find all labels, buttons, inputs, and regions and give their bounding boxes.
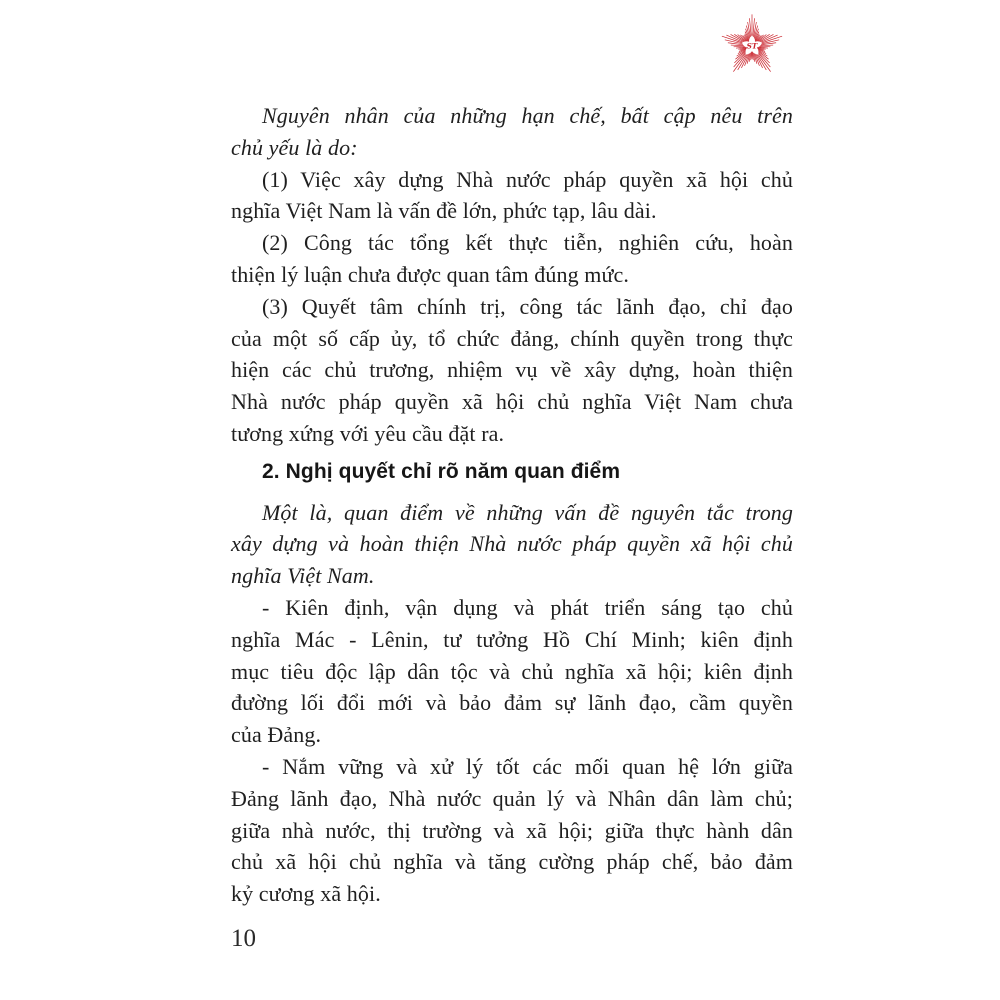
text-line: (2) Công tác tổng kết thực tiễn, nghiên cứu, hoàn [262, 230, 793, 256]
text-line: chủ xã hội chủ nghĩa và tăng cường pháp chế, bảo đảm [231, 849, 793, 875]
text-line: (1) Việc xây dựng Nhà nước pháp quyền xã hội chủ [262, 166, 793, 192]
publisher-star-logo [719, 13, 785, 79]
text-line: thiện lý luận chưa được quan tâm đúng mức. [231, 261, 630, 287]
text-line: Nhà nước pháp quyền xã hội chủ nghĩa Việt Nam chưa [231, 389, 793, 415]
text-line: tương xứng với yêu cầu đặt ra. [231, 420, 505, 446]
text-line: Đảng lãnh đạo, Nhà nước quản lý và Nhân dân làm chủ; [231, 785, 793, 811]
text-line: của Đảng. [231, 722, 322, 748]
text-block [231, 100, 793, 910]
text-line: chủ yếu là do: [231, 134, 358, 160]
text-line: hiện các chủ trương, nhiệm vụ về xây dựng, hoàn thiện [231, 357, 793, 383]
text-line: Nguyên nhân của những hạn chế, bất cập nêu trên [262, 103, 793, 128]
page-number: 10 [231, 925, 256, 952]
star-burst-icon [719, 13, 785, 79]
text-line: - Nắm vững và xử lý tốt các mối quan hệ lớn giữa [262, 753, 793, 779]
text-line: - Kiên định, vận dụng và phát triển sáng tạo chủ [262, 594, 793, 620]
text-line: đường lối đổi mới và bảo đảm sự lãnh đạo, cầm quyền [231, 690, 793, 716]
text-line: giữa nhà nước, thị trường và xã hội; giữa thực hành dân [231, 817, 793, 843]
text-line: của một số cấp ủy, tổ chức đảng, chính quyền trong thực [231, 325, 793, 351]
text-line: nghĩa Việt Nam. [231, 563, 375, 589]
text-line: kỷ cương xã hội. [231, 881, 381, 907]
text-line: mục tiêu độc lập dân tộc và chủ nghĩa xã hội; kiên định [231, 658, 793, 684]
text-line: (3) Quyết tâm chính trị, công tác lãnh đạo, chỉ đạo [262, 293, 793, 319]
text-line: nghĩa Mác - Lênin, tư tưởng Hồ Chí Minh; kiên định [231, 626, 793, 652]
text-line: nghĩa Việt Nam là vấn đề lớn, phức tạp, lâu dài. [231, 198, 657, 224]
text-line: xây dựng và hoàn thiện Nhà nước pháp quyền xã hội chủ [231, 531, 793, 557]
logo-monogram: ST [746, 41, 758, 51]
section-heading: 2. Nghị quyết chỉ rõ năm quan điểm [262, 459, 621, 483]
text-line: Một là, quan điểm về những vấn đề nguyên tắc trong [262, 499, 793, 525]
